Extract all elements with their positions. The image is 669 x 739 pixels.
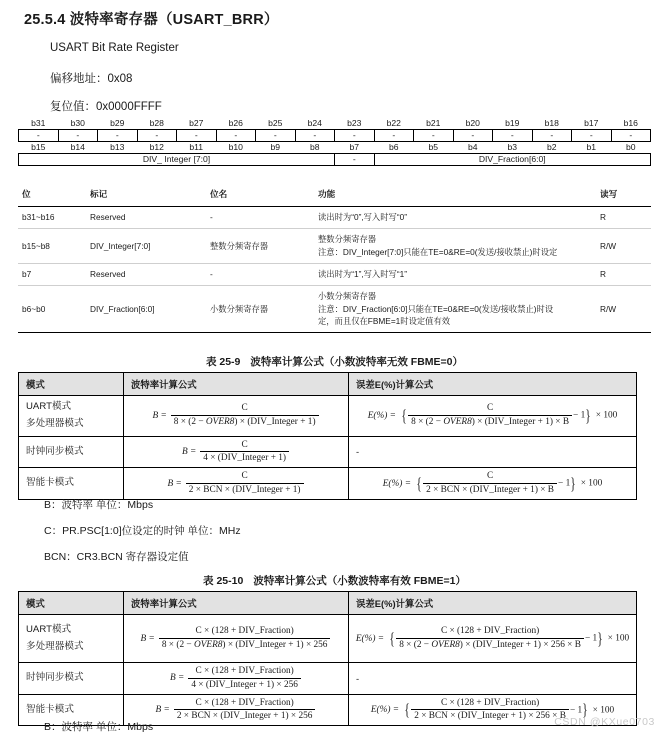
bit-label: b22 <box>386 118 401 128</box>
fraction <box>423 471 557 496</box>
fraction <box>411 698 569 723</box>
cell-rw: R/W <box>600 240 617 251</box>
formula-multiplier: × 100 <box>605 633 630 644</box>
cell-flag: DIV_Fraction[6:0] <box>90 303 155 314</box>
table-header-row <box>19 373 637 396</box>
fraction <box>396 626 584 651</box>
caption-text-25-9: 波特率计算公式（小数波特率无效 FBME=0） <box>250 356 464 368</box>
fraction <box>186 471 304 496</box>
bit-cell-row-low <box>19 154 651 166</box>
note-bcn: BCN：CR3.BCN 寄存器设定值 <box>44 551 189 563</box>
fraction <box>171 403 319 428</box>
bit-cell: - <box>532 130 572 142</box>
cell-flag: DIV_Integer[7:0] <box>90 240 151 251</box>
fraction-numerator: C × (128 + DIV_Fraction) <box>396 626 584 639</box>
table-row <box>18 263 651 285</box>
table-row <box>19 436 637 468</box>
function-line: 整数分频寄存器 <box>318 234 377 245</box>
bit-label: b30 <box>70 118 85 128</box>
fraction <box>188 666 301 691</box>
bit-cell: - <box>414 130 454 142</box>
bit-label: b16 <box>623 118 638 128</box>
cell-mode <box>19 468 124 500</box>
note-baud-rate: B：波特率 单位：Mbps <box>44 499 154 511</box>
formula-multiplier: × 100 <box>578 478 603 489</box>
cell-bitname: 小数分频寄存器 <box>210 303 269 314</box>
function-line: 读出时为“0”,写入时写“0” <box>318 212 407 223</box>
formula-lhs: B = <box>181 447 197 458</box>
cell-baud-formula <box>124 396 349 437</box>
formula-tail: − 1 <box>584 633 598 644</box>
formula <box>152 403 319 428</box>
formula-lhs: E(%) = <box>367 410 396 421</box>
bit-label: b21 <box>426 118 441 128</box>
formula-lhs: E(%) = <box>370 705 400 716</box>
bit-label-row-high <box>19 118 651 130</box>
cell-mode <box>19 615 124 663</box>
col-header-baud-formula: 波特率计算公式 <box>124 373 349 396</box>
col-header-bitname: 位名 <box>210 184 318 207</box>
fraction <box>408 403 572 428</box>
fraction-numerator: C <box>186 471 304 484</box>
bit-cell: - <box>611 130 651 142</box>
cell-bitname: - <box>210 268 213 279</box>
table-row <box>19 468 637 500</box>
bit-cell: - <box>216 130 256 142</box>
fraction-denominator: 2 × BCN × (DIV_Integer + 1) × 256 <box>176 711 313 722</box>
bit-cell: DIV_Fraction[6:0] <box>374 154 651 166</box>
col-header-error-formula: 误差E(%)计算公式 <box>349 592 637 615</box>
fraction-numerator: C × (128 + DIV_Fraction) <box>188 666 301 679</box>
cell-bits: b6~b0 <box>22 303 46 314</box>
col-header-mode: 模式 <box>19 592 124 615</box>
cell-error-formula-empty: - <box>349 436 637 468</box>
bit-label: b12 <box>149 142 164 152</box>
caption-text-25-10: 波特率计算公式（小数波特率有效 FBME=1） <box>253 575 466 587</box>
function-line: 注意：DIV_Integer[7:0]只能在TE=0&RE=0(发送/接收禁止)时设定 <box>318 247 558 258</box>
formula-multiplier: × 100 <box>593 410 618 421</box>
cell-baud-formula <box>124 694 349 726</box>
formula: E(%) = { $\frac{\text{C × (128 + DIV\_Fraction)}}{\text{8 × (2 − OVER8) × (DIV\_Integer + 1) × 256 × B}}$ − 1} × 100 <box>355 626 630 650</box>
col-header-bits: 位 <box>18 184 90 207</box>
cell-rw: R/W <box>600 303 617 314</box>
bit-label: b31 <box>31 118 46 128</box>
formula-lhs: B = <box>140 633 155 644</box>
fraction-denominator: 4 × (DIV_Integer + 1) × 256 <box>191 679 298 690</box>
table-row <box>19 663 637 695</box>
bit-cell: - <box>256 130 296 142</box>
formula: E(%) = { $\frac{C}{\text{2 × BCN × (DIV\_Integer + 1) × B}}$ − 1} × 100 <box>382 471 603 495</box>
formula-lhs: B = <box>167 478 182 489</box>
fraction-numerator: C <box>408 403 572 416</box>
formula <box>170 666 302 691</box>
bit-label: b5 <box>428 142 439 152</box>
bit-cell: - <box>335 130 375 142</box>
formula-table-25-10 <box>18 591 637 726</box>
function-line: 定，而且仅在FBME=1时设定值有效 <box>318 316 451 327</box>
bit-cell: - <box>453 130 493 142</box>
function-line: 注意：DIV_Fraction[6:0]只能在TE=0&RE=0(发送/接收禁止)时设 <box>318 303 554 314</box>
cell-function <box>318 207 600 229</box>
mode-line: 多处理器模式 <box>26 417 84 429</box>
bit-label: b15 <box>31 142 46 152</box>
note-clock: C：PR.PSC[1:0]位设定的时钟 单位：MHz <box>44 525 241 537</box>
formula <box>182 440 290 465</box>
fraction-numerator: C × (128 + DIV_Fraction) <box>159 626 331 639</box>
cell-error-formula-empty: - <box>349 663 637 695</box>
mode-line: UART模式 <box>26 623 72 635</box>
fraction <box>174 698 316 723</box>
cell-flag: Reserved <box>90 212 126 223</box>
field-description-table <box>18 184 651 333</box>
bit-cell: - <box>58 130 98 142</box>
fraction-denominator: 2 × BCN × (DIV_Integer + 1) × B <box>426 484 555 495</box>
cell-bitname: 整数分频寄存器 <box>210 240 269 251</box>
register-english-name: USART Bit Rate Register <box>50 42 179 54</box>
mode-line: 多处理器模式 <box>26 640 84 652</box>
bit-cell: - <box>374 130 414 142</box>
bit-cell: - <box>177 130 217 142</box>
bit-cell: - <box>572 130 612 142</box>
cell-bits: b15~b8 <box>22 240 50 251</box>
reset-value: 复位值：0x0000FFFF <box>50 101 162 113</box>
section-heading: 25.5.4 波特率寄存器（USART_BRR） <box>24 12 279 28</box>
bit-label: b28 <box>149 118 164 128</box>
watermark: CSDN @KXue0703 <box>554 716 655 728</box>
fraction <box>159 626 331 651</box>
cell-mode <box>19 663 124 695</box>
cell-flag: Reserved <box>90 268 126 279</box>
cell-bits: b7 <box>22 268 32 279</box>
bit-cell: - <box>19 130 59 142</box>
formula-lhs: B = <box>170 673 185 684</box>
fraction-numerator: C <box>171 403 319 416</box>
offset-address: 偏移地址：0x08 <box>50 73 133 85</box>
bit-label: b25 <box>268 118 283 128</box>
bit-label: b17 <box>584 118 599 128</box>
cell-function <box>318 263 600 285</box>
bit-label: b6 <box>388 142 399 152</box>
col-header-rw: 读写 <box>600 184 651 207</box>
bit-label: b20 <box>465 118 480 128</box>
function-line: 读出时为“1”,写入时写“1” <box>318 268 407 279</box>
cell-function <box>318 285 600 333</box>
formula <box>167 471 304 496</box>
col-header-baud-formula: 波特率计算公式 <box>124 592 349 615</box>
caption-table-25-10 <box>0 573 669 588</box>
bit-label-row-low <box>19 142 651 154</box>
table-row <box>19 615 637 663</box>
table-row <box>18 207 651 229</box>
col-header-mode: 模式 <box>19 373 124 396</box>
bit-label: b26 <box>228 118 243 128</box>
bit-cell-row-high <box>19 130 651 142</box>
fraction-numerator: C <box>200 440 289 453</box>
table-header-row <box>19 592 637 615</box>
bit-label: b27 <box>189 118 204 128</box>
formula-lhs: B = <box>155 705 170 716</box>
formula <box>156 698 317 723</box>
bit-cell: - <box>493 130 533 142</box>
table-row <box>18 285 651 333</box>
formula <box>141 626 332 651</box>
mode-line: 时钟同步模式 <box>26 445 84 457</box>
fraction-denominator: 8 × (2 − OVER8) × (DIV_Integer + 1) × 256 <box>161 639 328 650</box>
col-header-function: 功能 <box>318 184 600 207</box>
bit-cell: - <box>137 130 177 142</box>
fraction-denominator: 8 × (2 − OVER8) × (DIV_Integer + 1) <box>173 417 316 428</box>
fraction-numerator: C <box>423 471 557 484</box>
cell-function <box>318 229 600 264</box>
fraction-numerator: C × (128 + DIV_Fraction) <box>411 698 569 711</box>
cell-mode <box>19 436 124 468</box>
bit-label: b3 <box>507 142 518 152</box>
formula-lhs: B = <box>152 410 167 421</box>
bit-label: b8 <box>309 142 320 152</box>
function-line: 小数分频寄存器 <box>318 290 377 301</box>
formula-tail: − 1 <box>558 478 571 489</box>
col-header-error-formula: 误差E(%)计算公式 <box>349 373 637 396</box>
cell-error-formula <box>349 468 637 500</box>
bit-label: b18 <box>544 118 559 128</box>
caption-number-25-9: 表 25-9 <box>205 356 241 368</box>
note-baud-rate-end: B：波特率 单位：Mbps <box>44 721 154 733</box>
table-row <box>18 229 651 264</box>
cell-rw: R <box>600 212 606 223</box>
cell-error-formula <box>349 396 637 437</box>
formula-tail: − 1 <box>573 410 586 421</box>
table-row <box>19 396 637 437</box>
bit-label: b2 <box>546 142 557 152</box>
bit-label: b9 <box>270 142 281 152</box>
bit-cell: - <box>295 130 335 142</box>
col-header-flag: 标记 <box>90 184 210 207</box>
bit-label: b29 <box>110 118 125 128</box>
mode-line: UART模式 <box>26 401 72 412</box>
bit-label: b24 <box>307 118 322 128</box>
caption-number-25-10: 表 25-10 <box>203 575 244 587</box>
mode-line: 时钟同步模式 <box>26 671 84 683</box>
formula-multiplier: × 100 <box>590 705 615 716</box>
caption-table-25-9 <box>0 354 669 369</box>
bit-label: b10 <box>228 142 243 152</box>
fraction-denominator: 8 × (2 − OVER8) × (DIV_Integer + 1) × B <box>411 417 570 428</box>
fraction-numerator: C × (128 + DIV_Fraction) <box>174 698 316 711</box>
cell-error-formula <box>349 615 637 663</box>
cell-baud-formula <box>124 615 349 663</box>
fraction-denominator: 8 × (2 − OVER8) × (DIV_Integer + 1) × 256 × B <box>399 639 581 650</box>
formula: E(%) = { $\frac{\text{C × (128 + DIV\_Fraction)}}{\text{2 × BCN × (DIV\_Integer + 1) × 256 × B}}$ − 1} × 100 <box>370 697 615 722</box>
bit-label: b13 <box>110 142 125 152</box>
bitmap-table <box>18 118 651 166</box>
cell-baud-formula <box>124 468 349 500</box>
cell-baud-formula <box>124 436 349 468</box>
fraction-denominator: 2 × BCN × (DIV_Integer + 1) × 256 × B <box>414 711 566 722</box>
bit-cell: - <box>335 154 375 166</box>
cell-mode <box>19 396 124 437</box>
cell-bits: b31~b16 <box>22 212 55 223</box>
bit-label: b1 <box>586 142 597 152</box>
mode-line: 智能卡模式 <box>26 477 74 489</box>
mode-line: 智能卡模式 <box>26 703 74 715</box>
formula-lhs: E(%) = <box>355 633 385 644</box>
bit-label: b14 <box>70 142 85 152</box>
formula: E(%) = { $\frac{C}{\text{8 × (2 − OVER8) × (DIV\_Integer + 1) × B}}$ − 1} × 100 <box>367 403 618 428</box>
bit-label: b0 <box>625 142 636 152</box>
cell-bitname: - <box>210 212 213 223</box>
formula-lhs: E(%) = <box>382 478 411 489</box>
bit-label: b19 <box>505 118 520 128</box>
bit-label: b11 <box>189 142 204 152</box>
bit-label: b23 <box>347 118 362 128</box>
bit-label: b4 <box>467 142 478 152</box>
bit-cell: - <box>98 130 138 142</box>
bit-cell: DIV_ Integer [7:0] <box>19 154 335 166</box>
bit-label: b7 <box>349 142 360 152</box>
cell-baud-formula <box>124 663 349 695</box>
table-header-row <box>18 184 651 207</box>
fraction-denominator: 4 × (DIV_Integer + 1) <box>203 453 287 464</box>
formula-table-25-9 <box>18 372 637 500</box>
cell-rw: R <box>600 268 606 279</box>
formula-tail: − 1 <box>569 705 583 716</box>
fraction-denominator: 2 × BCN × (DIV_Integer + 1) <box>188 484 301 495</box>
fraction <box>200 440 289 465</box>
